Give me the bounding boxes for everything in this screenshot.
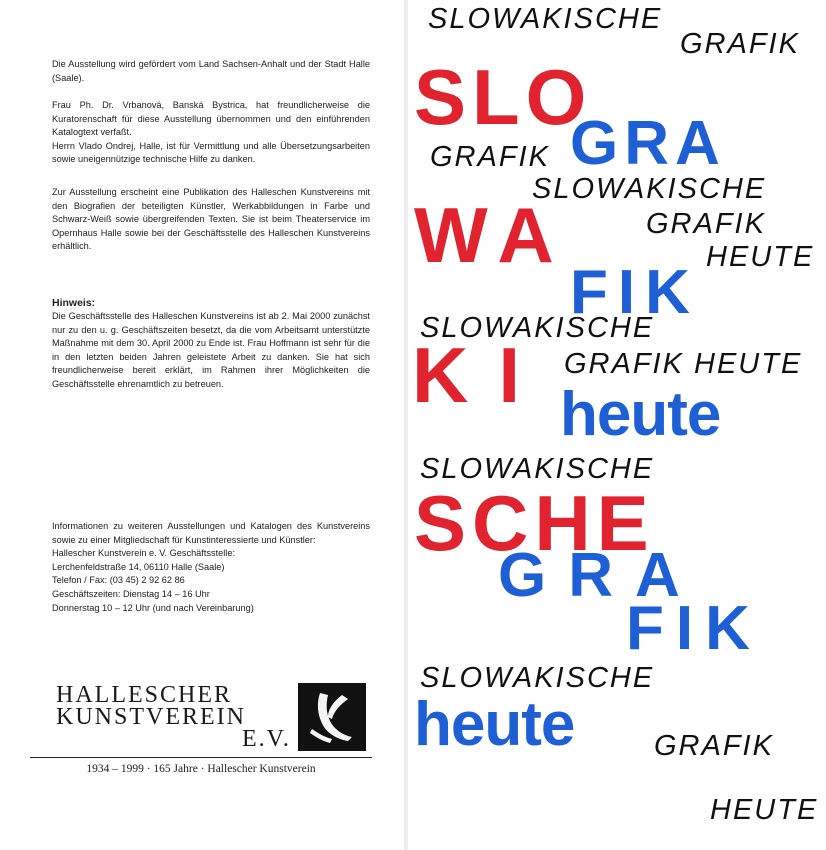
publication-text: Zur Ausstellung erscheint eine Publikation des Halleschen Kunstvereins mit den Biografien der beteiligten Künstler, Werkabbildungen in Farbe und Schwarz-Weiß sowie übergreifenden Texten. Sie ist beim Theaterservice im Opernhaus Halle sowie bei der Geschäftsstelle des Halleschen Kunstvereins erhältlich. bbox=[52, 187, 370, 252]
cover-word-slowakische: SLOWAKISCHE bbox=[428, 3, 663, 35]
hours-line: Donnerstag 10 – 12 Uhr (und nach Vereinbarung) bbox=[52, 602, 254, 613]
cover-word-heute: HEUTE bbox=[710, 794, 819, 826]
logo-emblem-icon bbox=[298, 683, 366, 751]
logo-footer: 1934 – 1999 · 165 Jahre · Hallescher Kunstverein bbox=[86, 763, 316, 775]
cover-blue-heute: heute bbox=[560, 380, 721, 449]
curator-thanks-text: Frau Ph. Dr. Vrbanová, Banská Bystrica, hat freundlicherweise die Kuratorenschaft für diese Ausstellung übernommen und den einführenden Katalogtext verfaßt. bbox=[52, 100, 370, 138]
cover-word-slowakische: SLOWAKISCHE bbox=[420, 312, 655, 344]
cover-word-grafik: GRAFIK bbox=[646, 208, 766, 240]
cover-word-slowakische: SLOWAKISCHE bbox=[420, 662, 655, 694]
logo-divider bbox=[30, 757, 372, 758]
publication-note bbox=[52, 186, 370, 254]
info-text: Informationen zu weiteren Ausstellungen und Katalogen des Kunstvereins sowie zu einer Mitgliedschaft für Kunstinteressierte und Künstler: bbox=[52, 521, 370, 545]
hinweis-heading: Hinweis: bbox=[52, 297, 96, 309]
phone-line: Telefon / Fax: (03 45) 2 92 62 86 bbox=[52, 575, 185, 586]
hours-line: Geschäftszeiten: Dienstag 14 – 16 Uhr bbox=[52, 588, 210, 599]
address-line: Lerchenfeldstraße 14, 06110 Halle (Saale) bbox=[52, 561, 225, 572]
cover-word-heute: HEUTE bbox=[706, 241, 815, 273]
cover-blue-heute: heute bbox=[414, 690, 575, 759]
logo-line-2: KUNSTVEREIN bbox=[56, 704, 246, 730]
translator-thanks-text: Herrn Vlado Ondrej, Halle, ist für Vermittlung und alle Übersetzungsarbeiten sowie uneigennützige technische Hilfe zu danken. bbox=[52, 140, 370, 165]
cover-word-grafik: GRAFIK bbox=[680, 28, 800, 60]
cover-blue-gra: GRA bbox=[498, 541, 702, 610]
cover-red-wa: WA bbox=[414, 191, 568, 279]
hinweis-section bbox=[52, 296, 370, 392]
cover-word-grafik: GRAFIK bbox=[654, 730, 774, 762]
cover-blue-fik: FIK bbox=[570, 258, 700, 327]
cover-panel bbox=[408, 0, 826, 850]
hinweis-text: Die Geschäftsstelle des Halleschen Kunstvereins ist ab 2. Mai 2000 zunächst nur zu den u. g. Geschäftszeiten besetzt, da die vom Arbeitsamt unterstützte Maßnahme mit dem 30. April 2000 zu Ende ist. Frau Hoffmann ist sehr für die in den letzten beiden Jahren geleistete Arbeit zu danken. Sie hat sich freundlicherweise bereit erklärt, im Rahmen ihrer Möglichkeiten die Geschäftsstelle ehrenamtlich zu betreuen. bbox=[52, 311, 370, 389]
cover-red-slo: SLO bbox=[414, 53, 593, 141]
cover-word-grafik: GRAFIK bbox=[430, 141, 550, 173]
logo-line-3: E.V. bbox=[242, 726, 291, 752]
cover-blue-fik: FIK bbox=[626, 594, 762, 663]
cover-red-ki: KI bbox=[412, 331, 550, 419]
cover-blue-gra: GRA bbox=[570, 109, 726, 178]
cover-word-grafik-heute: GRAFIK HEUTE bbox=[564, 348, 803, 380]
logo-line-1: HALLESCHER bbox=[56, 682, 232, 708]
cover-word-slowakische: SLOWAKISCHE bbox=[420, 453, 655, 485]
cover-word-slowakische: SLOWAKISCHE bbox=[532, 173, 767, 205]
info-panel bbox=[0, 0, 400, 850]
funding-text: Die Ausstellung wird gefördert vom Land Sachsen-Anhalt und der Stadt Halle (Saale). bbox=[52, 59, 370, 83]
funding-note bbox=[52, 58, 370, 85]
contact-section bbox=[52, 520, 370, 615]
cover-red-sche: SCHE bbox=[414, 479, 655, 567]
thanks-note bbox=[52, 99, 370, 167]
address-line: Hallescher Kunstverein e. V. Geschäftsstelle: bbox=[52, 548, 235, 559]
